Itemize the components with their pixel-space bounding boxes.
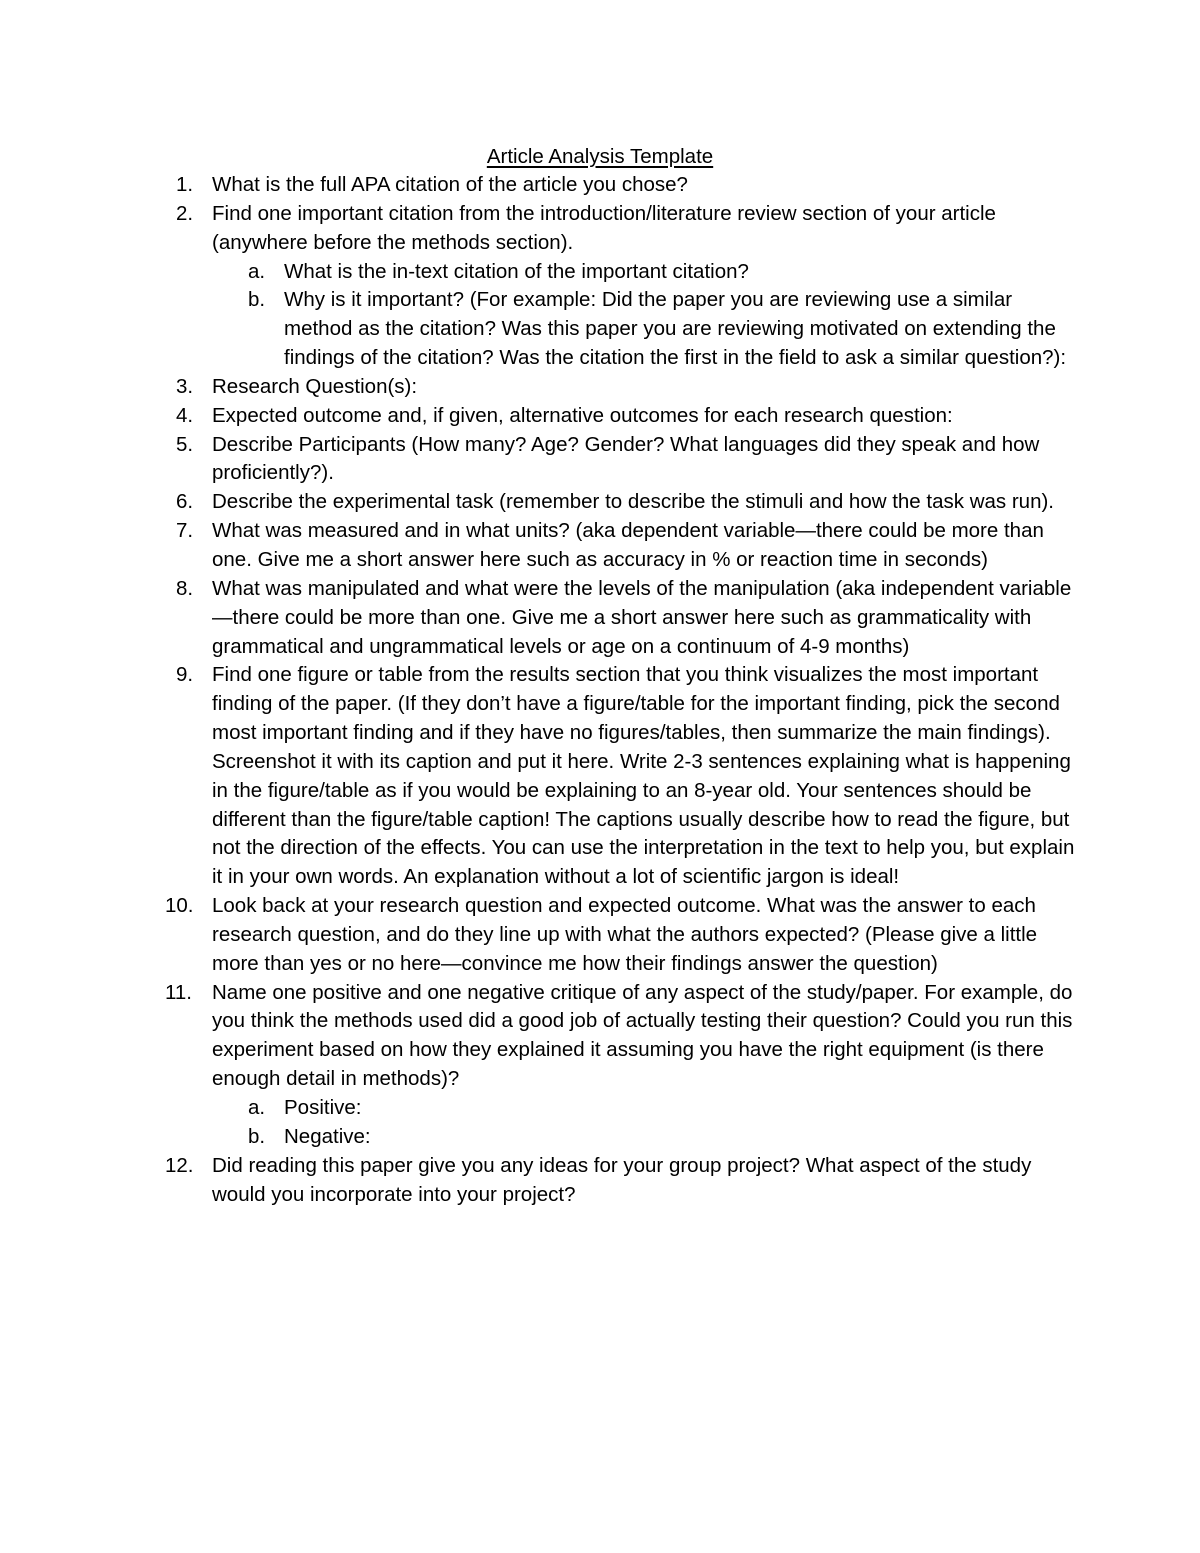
question-number: 6.	[176, 490, 194, 514]
question-number: 12.	[165, 1153, 194, 1177]
question-number: 10.	[165, 894, 194, 918]
question-item	[176, 402, 1076, 431]
question-item	[165, 979, 1076, 1152]
sub-question-list	[212, 1094, 1076, 1152]
sub-question-item	[248, 286, 1076, 373]
question-item	[176, 171, 1076, 200]
question-text: What was manipulated and what were the levels of the manipulation (aka independent variable—there could be more than one. Give me a short answer here such as grammaticality with grammatical and ungrammatical levels or age on a continuum of 4-9 months)	[212, 576, 1072, 658]
question-number: 3.	[176, 374, 194, 398]
question-text: Describe the experimental task (remember to describe the stimuli and how the task was run).	[212, 490, 1055, 514]
sub-question-letter: b.	[248, 288, 266, 312]
question-item	[176, 661, 1076, 892]
question-item	[176, 200, 1076, 373]
sub-question-text: Negative:	[284, 1124, 371, 1148]
question-text: Describe Participants (How many? Age? Gender? What languages did they speak and how proficiently?).	[212, 432, 1040, 485]
question-number: 4.	[176, 403, 194, 427]
sub-question-text: What is the in-text citation of the important citation?	[284, 259, 749, 283]
sub-question-letter: b.	[248, 1124, 266, 1148]
sub-question-item	[248, 1123, 1076, 1152]
question-text: Research Question(s):	[212, 374, 418, 398]
question-item	[176, 575, 1076, 662]
question-item	[176, 488, 1076, 517]
question-number: 8.	[176, 576, 194, 600]
question-text: What is the full APA citation of the article you chose?	[212, 173, 688, 196]
question-text: Did reading this paper give you any ideas for your group project? What aspect of the study would you incorporate into your project?	[212, 1153, 1032, 1206]
question-item	[176, 517, 1076, 575]
sub-question-text: Why is it important? (For example: Did the paper you are reviewing use a similar method as the citation? Was this paper you are reviewing motivated on extending the findings of the citation? Was the citation the first in the field to ask a similar question?):	[284, 288, 1067, 370]
question-list	[165, 171, 1076, 1209]
sub-question-letter: a.	[248, 259, 266, 283]
sub-question-text: Positive:	[284, 1096, 362, 1119]
question-text: Find one figure or table from the results section that you think visualizes the most important finding of the paper. (If they don’t have a figure/table for the important finding, pick the second most important finding and if they have no figures/tables, then summarize the main findings). Screenshot it with its caption and put it here. Write 2-3 sentences explaining what is happening in the figure/table as if you would be explaining to an 8-year old. Your sentences should be different than the figure/table caption! The captions usually describe how to read the figure, but not the direction of the effects. You can use the interpretation in the text to help you, but explain it in your own words. An explanation without a lot of scientific jargon is ideal!	[212, 663, 1075, 889]
document-title: Article Analysis Template	[486, 145, 714, 168]
question-text: What was measured and in what units? (aka dependent variable—there could be more than one. Give me a short answer here such as accuracy in % or reaction time in seconds)	[212, 519, 1044, 571]
question-number: 11.	[165, 980, 192, 1004]
sub-question-list	[212, 258, 1076, 373]
question-item	[176, 431, 1076, 489]
question-number: 9.	[176, 663, 194, 687]
question-text: Look back at your research question and expected outcome. What was the answer to each research question, and do they line up with what the authors expected? (Please give a little more than yes or no here—convince me how their findings answer the question)	[212, 894, 1038, 975]
sub-question-item	[248, 1094, 1076, 1123]
question-text: Name one positive and one negative critique of any aspect of the study/paper. For example, do you think the methods used did a good job of actually testing their question? Could you run this experiment based on how they explained it assuming you have the right equipment (is there enough detail in methods)?	[212, 980, 1073, 1091]
sub-question-item	[248, 258, 1076, 287]
question-item	[165, 1152, 1076, 1210]
question-item	[176, 373, 1076, 402]
sub-question-letter: a.	[248, 1096, 266, 1119]
question-number: 7.	[176, 519, 194, 543]
question-text: Find one important citation from the introduction/literature review section of your article (anywhere before the methods section).	[212, 201, 996, 254]
question-item	[165, 892, 1076, 979]
question-number: 5.	[176, 432, 194, 456]
question-text: Expected outcome and, if given, alternative outcomes for each research question:	[212, 403, 953, 427]
question-number: 2.	[176, 201, 194, 225]
question-number: 1.	[176, 173, 194, 196]
